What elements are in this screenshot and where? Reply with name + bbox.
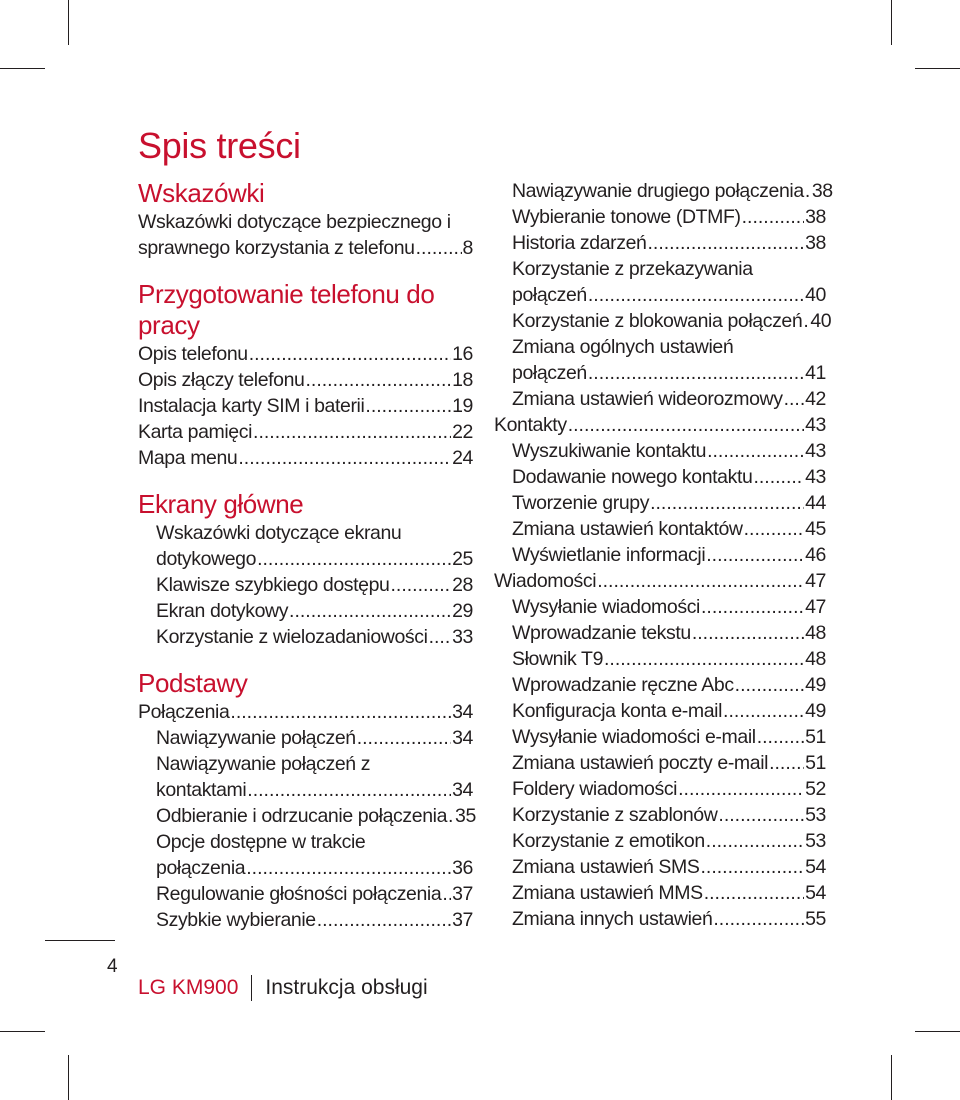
toc-leader-dots (700, 854, 804, 880)
toc-entry[interactable] (494, 412, 826, 438)
toc-entry[interactable] (494, 698, 826, 724)
toc-leader-dots (648, 230, 805, 256)
toc-page-number: 18 (452, 369, 473, 391)
toc-page-number: 41 (805, 362, 826, 384)
toc-leader-dots (448, 803, 454, 829)
toc-leader-dots (246, 855, 451, 881)
toc-leader-dots (744, 516, 804, 542)
toc-leader-dots (357, 725, 451, 751)
toc-entry[interactable] (138, 445, 473, 471)
toc-entry[interactable] (494, 542, 826, 568)
toc-leader-dots (706, 828, 804, 854)
toc-page-number: 42 (805, 388, 826, 410)
toc-page-number: 47 (805, 596, 826, 618)
crop-mark (0, 1031, 45, 1032)
toc-entry-title: połączenia (156, 857, 246, 879)
toc-entry[interactable] (494, 490, 826, 516)
toc-page-number: 48 (805, 648, 826, 670)
toc-entry[interactable] (138, 419, 473, 445)
footer-brand: LG KM900 (138, 976, 239, 999)
toc-page-number: 43 (805, 440, 826, 462)
toc-leader-dots (230, 699, 451, 725)
toc-entry-title-line: Nawiązywanie połączeń z (156, 753, 371, 775)
toc-leader-dots (692, 620, 804, 646)
toc-entry-title: dotykowego (156, 548, 257, 570)
toc-leader-dots (365, 393, 451, 419)
toc-entry[interactable] (494, 646, 826, 672)
toc-leader-dots (678, 776, 804, 802)
toc-leader-dots (735, 672, 804, 698)
crop-mark (68, 0, 69, 45)
toc-entry-title: sprawnego korzystania z telefonu (138, 237, 415, 259)
toc-leader-dots (429, 624, 452, 650)
toc-entry-title: Korzystanie z szablonów (512, 804, 718, 826)
section-heading: Przygotowanie telefonu do pracy (138, 279, 435, 340)
toc-entry-title: Tworzenie grupy (512, 492, 650, 514)
toc-page-number: 54 (805, 856, 826, 878)
toc-entry-title-line: Wskazówki dotyczące ekranu (156, 522, 402, 544)
toc-entry-title-line: Korzystanie z przekazywania (512, 258, 753, 280)
toc-page-number: 36 (452, 857, 473, 879)
toc-page-number: 33 (452, 626, 473, 648)
toc-leader-dots (707, 438, 804, 464)
toc-entry-title: Dodawanie nowego kontaktu (512, 466, 753, 488)
toc-entry[interactable] (138, 572, 473, 598)
toc-leader-dots (701, 594, 804, 620)
toc-page-number: 49 (805, 700, 826, 722)
toc-entry[interactable] (494, 828, 826, 854)
toc-entry-title: Zmiana innych ustawień (512, 908, 713, 930)
toc-page-number: 38 (805, 206, 826, 228)
toc-right-column (494, 178, 833, 932)
toc-page-number: 25 (452, 548, 473, 570)
toc-leader-dots (317, 907, 451, 933)
toc-entry-title: Historia zdarzeń (512, 232, 647, 254)
toc-page-number: 52 (805, 778, 826, 800)
toc-entry[interactable] (494, 568, 826, 594)
section-heading: Ekrany główne (138, 489, 304, 519)
toc-entry-title: Zmiana ustawień MMS (512, 882, 703, 904)
toc-entry-title: Odbieranie i odrzucanie połączenia (156, 805, 448, 827)
toc-page-number: 43 (805, 414, 826, 436)
section-heading: Podstawy (138, 668, 248, 698)
toc-entry-title-line: Wskazówki dotyczące bezpiecznego i (138, 211, 451, 233)
toc-entry-title: Wyświetlanie informacji (512, 544, 706, 566)
toc-page-number: 55 (805, 908, 826, 930)
toc-entry[interactable] (494, 334, 826, 386)
toc-leader-dots (289, 598, 451, 624)
toc-leader-dots (588, 282, 804, 308)
toc-entry-title: Regulowanie głośności połączenia (156, 883, 442, 905)
toc-entry-title: Zmiana ustawień SMS (512, 856, 700, 878)
toc-entry[interactable] (138, 751, 473, 803)
toc-page-number: 19 (452, 395, 473, 417)
toc-leader-dots (249, 341, 451, 367)
footer (138, 974, 428, 1002)
toc-leader-dots (238, 445, 451, 471)
toc-entry[interactable] (138, 881, 473, 907)
toc-entry[interactable] (494, 594, 826, 620)
toc-page-number: 22 (452, 421, 473, 443)
toc-page-number: 45 (805, 518, 826, 540)
toc-leader-dots (757, 724, 804, 750)
toc-leader-dots (416, 235, 462, 261)
toc-entry-title: Wyszukiwanie kontaktu (512, 440, 707, 462)
toc-entry-title: połączeń (512, 362, 587, 384)
toc-left-column (138, 178, 476, 933)
crop-mark (891, 0, 892, 45)
toc-leader-dots (442, 881, 451, 907)
toc-entry-title: Szybkie wybieranie (156, 909, 316, 931)
toc-page-number: 49 (805, 674, 826, 696)
toc-entry-title: Opis złączy telefonu (138, 369, 305, 391)
toc-entry[interactable] (138, 520, 473, 572)
toc-entry[interactable] (494, 724, 826, 750)
toc-entry[interactable] (494, 464, 826, 490)
toc-entry[interactable] (138, 367, 473, 393)
toc-entry[interactable] (138, 829, 473, 881)
toc-page-number: 38 (811, 180, 833, 202)
section-heading: Wskazówki (138, 178, 265, 208)
page-number: 4 (107, 956, 118, 977)
toc-page-number: 38 (805, 232, 826, 254)
toc-entry[interactable] (138, 624, 473, 650)
toc-page-number: 44 (805, 492, 826, 514)
toc-entry-title: Instalacja karty SIM i baterii (138, 395, 365, 417)
toc-entry-title: Ekran dotykowy (156, 600, 289, 622)
toc-entry[interactable] (494, 178, 833, 204)
toc-entry-title: Korzystanie z wielozadaniowości (156, 626, 428, 648)
toc-entry-title: Karta pamięci (138, 421, 253, 443)
toc-entry-title: Zmiana ustawień kontaktów (512, 518, 743, 540)
toc-page-number: 51 (805, 752, 826, 774)
toc-entry-title: Zmiana ustawień wideorozmowy (512, 388, 783, 410)
toc-entry[interactable] (494, 516, 826, 542)
toc-leader-dots (604, 646, 804, 672)
toc-page-number: 40 (810, 310, 832, 332)
toc-leader-dots (723, 698, 804, 724)
toc-entry-title: Wysyłanie wiadomości e-mail (512, 726, 756, 748)
toc-entry-title: Wybieranie tonowe (DTMF) (512, 206, 741, 228)
toc-page-number: 47 (805, 570, 826, 592)
toc-leader-dots (706, 542, 804, 568)
toc-entry[interactable] (494, 750, 826, 776)
toc-leader-dots (306, 367, 452, 393)
toc-entry-title: Wysyłanie wiadomości (512, 596, 700, 618)
crop-mark (915, 1031, 960, 1032)
toc-leader-dots (718, 802, 804, 828)
toc-entry[interactable] (494, 438, 826, 464)
crop-mark (891, 1055, 892, 1100)
toc-page-number: 53 (805, 804, 826, 826)
toc-entry-title: Mapa menu (138, 447, 238, 469)
crop-mark (915, 68, 960, 69)
toc-entry-title: Połączenia (138, 701, 230, 723)
toc-entry[interactable] (494, 204, 826, 230)
toc-entry-title: Zmiana ustawień poczty e-mail (512, 752, 769, 774)
page-number-rule (45, 940, 115, 941)
crop-mark (0, 68, 45, 69)
toc-page-number: 48 (805, 622, 826, 644)
toc-entry-title: Klawisze szybkiego dostępu (156, 574, 390, 596)
toc-entry-title: połączeń (512, 284, 587, 306)
toc-entry-title: Korzystanie z blokowania połączeń (512, 310, 803, 332)
toc-page-number: 54 (805, 882, 826, 904)
toc-leader-dots (704, 880, 804, 906)
toc-entry-title: Opis telefonu (138, 343, 248, 365)
toc-entry[interactable] (494, 776, 826, 802)
toc-entry-title: Nawiązywanie drugiego połączenia (512, 180, 804, 202)
toc-leader-dots (588, 360, 804, 386)
toc-entry-title: Wiadomości (494, 570, 597, 592)
toc-entry-title: Wprowadzanie ręczne Abc (512, 674, 734, 696)
toc-entry[interactable] (494, 880, 826, 906)
toc-page-number: 40 (805, 284, 826, 306)
toc-entry-title: Foldery wiadomości (512, 778, 678, 800)
toc-page-number: 28 (452, 574, 473, 596)
footer-manual-title: Instrukcja obsługi (265, 976, 428, 999)
toc-entry[interactable] (138, 341, 473, 367)
toc-entry-title: Nawiązywanie połączeń (156, 727, 356, 749)
toc-entry[interactable] (494, 672, 826, 698)
toc-page-number: 34 (452, 779, 473, 801)
toc-leader-dots (257, 546, 451, 572)
toc-page-number: 8 (462, 237, 473, 259)
toc-leader-dots (650, 490, 804, 516)
toc-entry[interactable] (138, 803, 476, 829)
footer-separator (251, 975, 252, 1001)
toc-leader-dots (805, 178, 811, 204)
toc-leader-dots (390, 572, 451, 598)
toc-leader-dots (753, 464, 804, 490)
page-title: Spis treści (138, 125, 301, 167)
toc-leader-dots (568, 412, 804, 438)
toc-entry-title: Korzystanie z emotikon (512, 830, 705, 852)
toc-entry[interactable] (494, 230, 826, 256)
toc-entry[interactable] (138, 725, 473, 751)
toc-entry-title: kontaktami (156, 779, 247, 801)
toc-entry[interactable] (494, 386, 826, 412)
toc-entry-title: Kontakty (494, 414, 567, 436)
toc-page-number: 34 (452, 727, 473, 749)
toc-entry[interactable] (138, 209, 473, 261)
toc-page-number: 16 (452, 343, 473, 365)
toc-leader-dots (247, 777, 451, 803)
toc-entry[interactable] (494, 308, 832, 334)
toc-page-number: 46 (805, 544, 826, 566)
toc-leader-dots (803, 308, 809, 334)
toc-page-number: 37 (452, 883, 473, 905)
toc-entry[interactable] (138, 393, 473, 419)
toc-entry[interactable] (138, 699, 473, 725)
toc-page-number: 51 (805, 726, 826, 748)
toc-leader-dots (769, 750, 804, 776)
toc-entry-title: Konfiguracja konta e-mail (512, 700, 723, 722)
crop-mark (68, 1055, 69, 1100)
toc-page-number: 53 (805, 830, 826, 852)
toc-entry[interactable] (494, 256, 826, 308)
toc-entry[interactable] (494, 906, 826, 932)
toc-entry[interactable] (138, 598, 473, 624)
toc-page-number: 24 (452, 447, 473, 469)
toc-leader-dots (597, 568, 804, 594)
toc-entry[interactable] (494, 854, 826, 880)
toc-entry[interactable] (138, 907, 473, 933)
toc-leader-dots (742, 204, 804, 230)
toc-entry[interactable] (494, 802, 826, 828)
toc-entry-title: Słownik T9 (512, 648, 604, 670)
toc-page-number: 29 (452, 600, 473, 622)
toc-page-number: 34 (452, 701, 473, 723)
toc-entry-title-line: Opcje dostępne w trakcie (156, 831, 366, 853)
toc-leader-dots (713, 906, 804, 932)
toc-entry[interactable] (494, 620, 826, 646)
toc-page-number: 35 (455, 805, 476, 827)
toc-leader-dots (784, 386, 805, 412)
toc-entry-title: Wprowadzanie tekstu (512, 622, 691, 644)
toc-page-number: 37 (452, 909, 473, 931)
toc-page-number: 43 (805, 466, 826, 488)
toc-entry-title-line: Zmiana ogólnych ustawień (512, 336, 734, 358)
toc-leader-dots (253, 419, 451, 445)
